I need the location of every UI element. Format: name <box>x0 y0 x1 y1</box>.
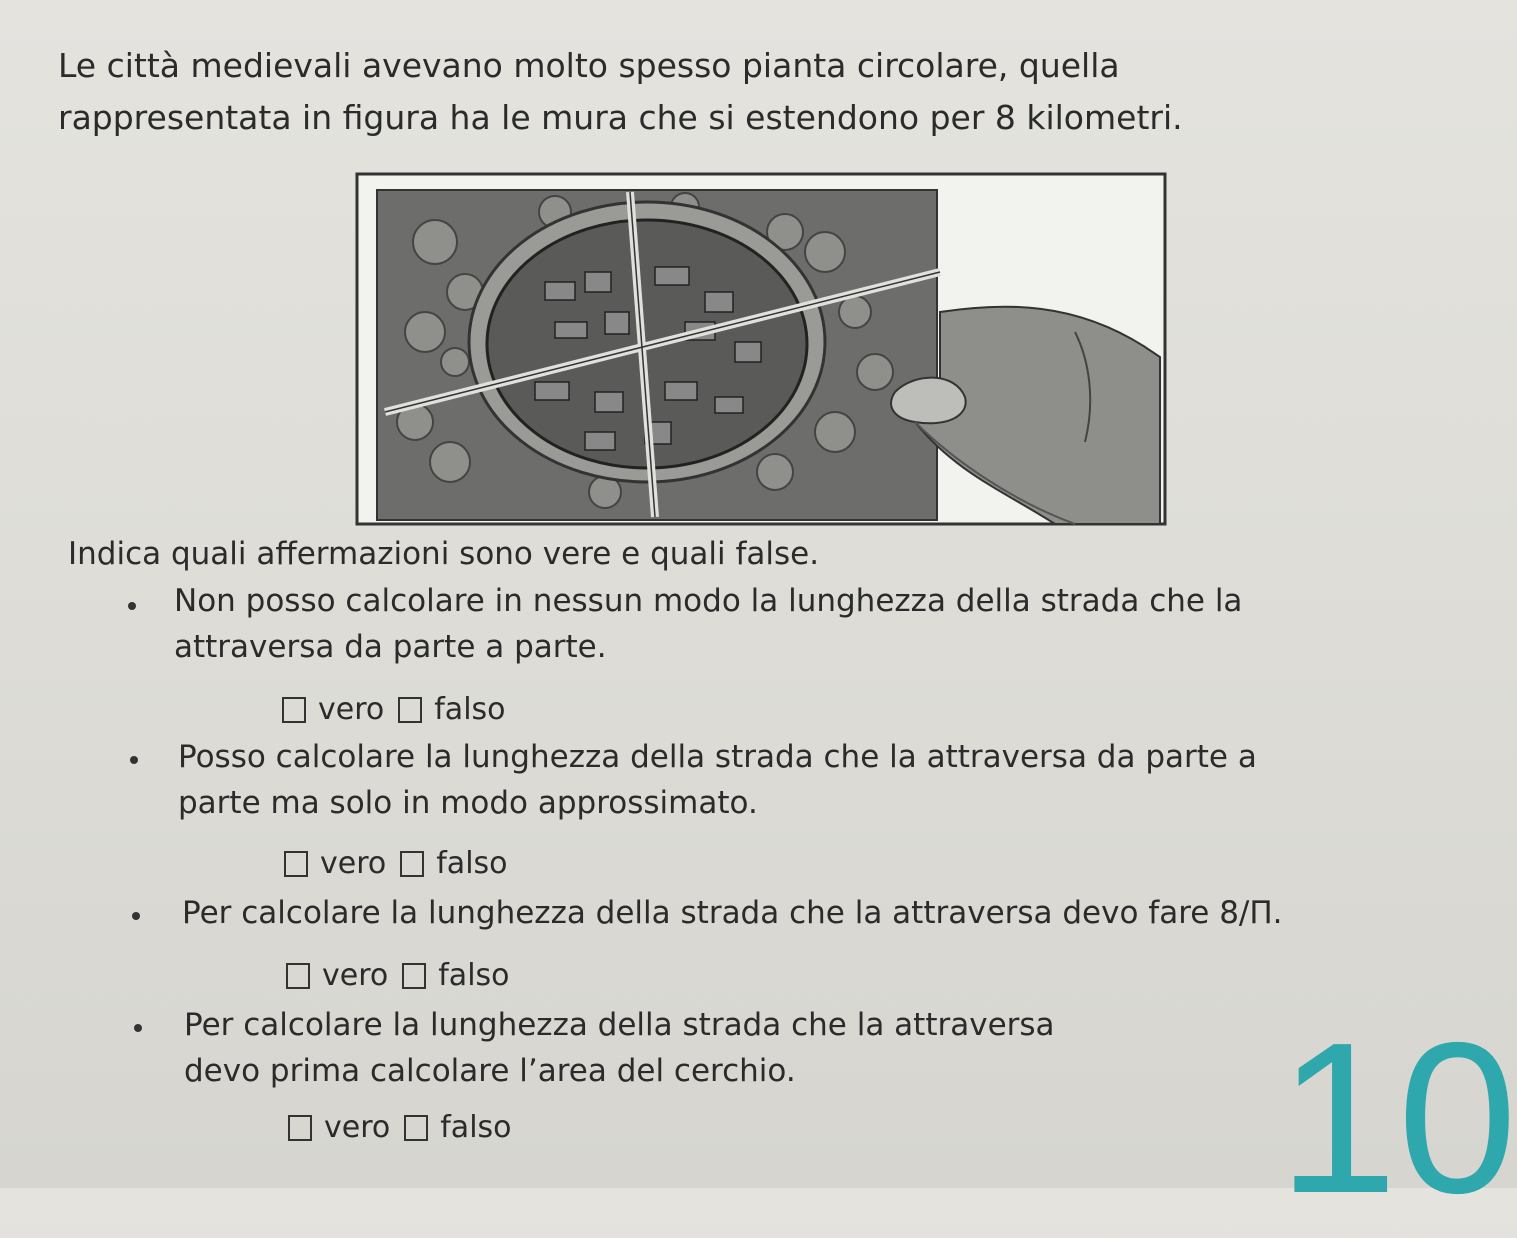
statement-1-true-label: vero <box>318 692 385 727</box>
statement-4-line-1: Per calcolare la lunghezza della strada che la attraversa <box>184 1007 1055 1043</box>
statement-1-line-2: attraversa da parte a parte. <box>174 629 607 665</box>
instruction-text: Indica quali affermazioni sono vere e quali false. <box>68 536 820 572</box>
statement-4-true-option[interactable] <box>288 1110 390 1145</box>
statement-3-choices <box>286 958 524 993</box>
statement-2-false-option[interactable] <box>400 846 507 881</box>
statement-2-true-checkbox[interactable] <box>284 851 308 877</box>
statement-2-false-label: falso <box>436 846 508 881</box>
statement-3-true-option[interactable] <box>286 958 388 993</box>
statement-4-false-label: falso <box>440 1110 512 1145</box>
statement-3-false-label: falso <box>438 958 510 993</box>
statement-1-false-checkbox[interactable] <box>398 697 422 723</box>
statement-3-true-checkbox[interactable] <box>286 963 310 989</box>
statement-3-false-checkbox[interactable] <box>402 963 426 989</box>
statement-1-true-option[interactable] <box>282 692 384 727</box>
statement-4-true-checkbox[interactable] <box>288 1115 312 1141</box>
statement-4-false-checkbox[interactable] <box>404 1115 428 1141</box>
statement-1-line-1: Non posso calcolare in nessun modo la lunghezza della strada che la <box>174 583 1243 619</box>
statement-1 <box>174 578 1242 670</box>
bullet-2 <box>130 756 138 764</box>
statement-4-true-label: vero <box>324 1110 391 1145</box>
statement-1-true-checkbox[interactable] <box>282 697 306 723</box>
statement-3-false-option[interactable] <box>402 958 509 993</box>
statement-3 <box>182 890 1283 936</box>
statement-3-line-1: Per calcolare la lunghezza della strada che la attraversa devo fare 8/Π. <box>182 895 1283 931</box>
statement-2-true-label: vero <box>320 846 387 881</box>
intro-line-2: rappresentata in figura ha le mura che si estendono per 8 kilometri. <box>58 98 1183 137</box>
statement-2-true-option[interactable] <box>284 846 386 881</box>
statement-1-false-option[interactable] <box>398 692 505 727</box>
statement-1-choices <box>282 692 520 727</box>
intro-line-1: Le città medievali avevano molto spesso pianta circolare, quella <box>58 46 1120 85</box>
page-number: 10 <box>1278 997 1517 1238</box>
statement-4-false-option[interactable] <box>404 1110 511 1145</box>
statement-2-line-1: Posso calcolare la lunghezza della strada che la attraversa da parte a <box>178 739 1257 775</box>
city-map-svg <box>355 172 1167 527</box>
statement-2-false-checkbox[interactable] <box>400 851 424 877</box>
city-map-illustration <box>355 172 1167 527</box>
statement-4-choices <box>288 1110 526 1145</box>
bullet-1 <box>128 602 136 610</box>
statement-2 <box>178 734 1257 826</box>
bullet-4 <box>134 1024 142 1032</box>
statement-4 <box>184 1002 1055 1094</box>
intro-text <box>58 40 1308 144</box>
bullet-3 <box>132 912 140 920</box>
statement-1-false-label: falso <box>434 692 506 727</box>
statement-3-true-label: vero <box>322 958 389 993</box>
statement-2-line-2: parte ma solo in modo approssimato. <box>178 785 758 821</box>
statement-2-choices <box>284 846 522 881</box>
statement-4-line-2: devo prima calcolare l’area del cerchio. <box>184 1053 796 1089</box>
